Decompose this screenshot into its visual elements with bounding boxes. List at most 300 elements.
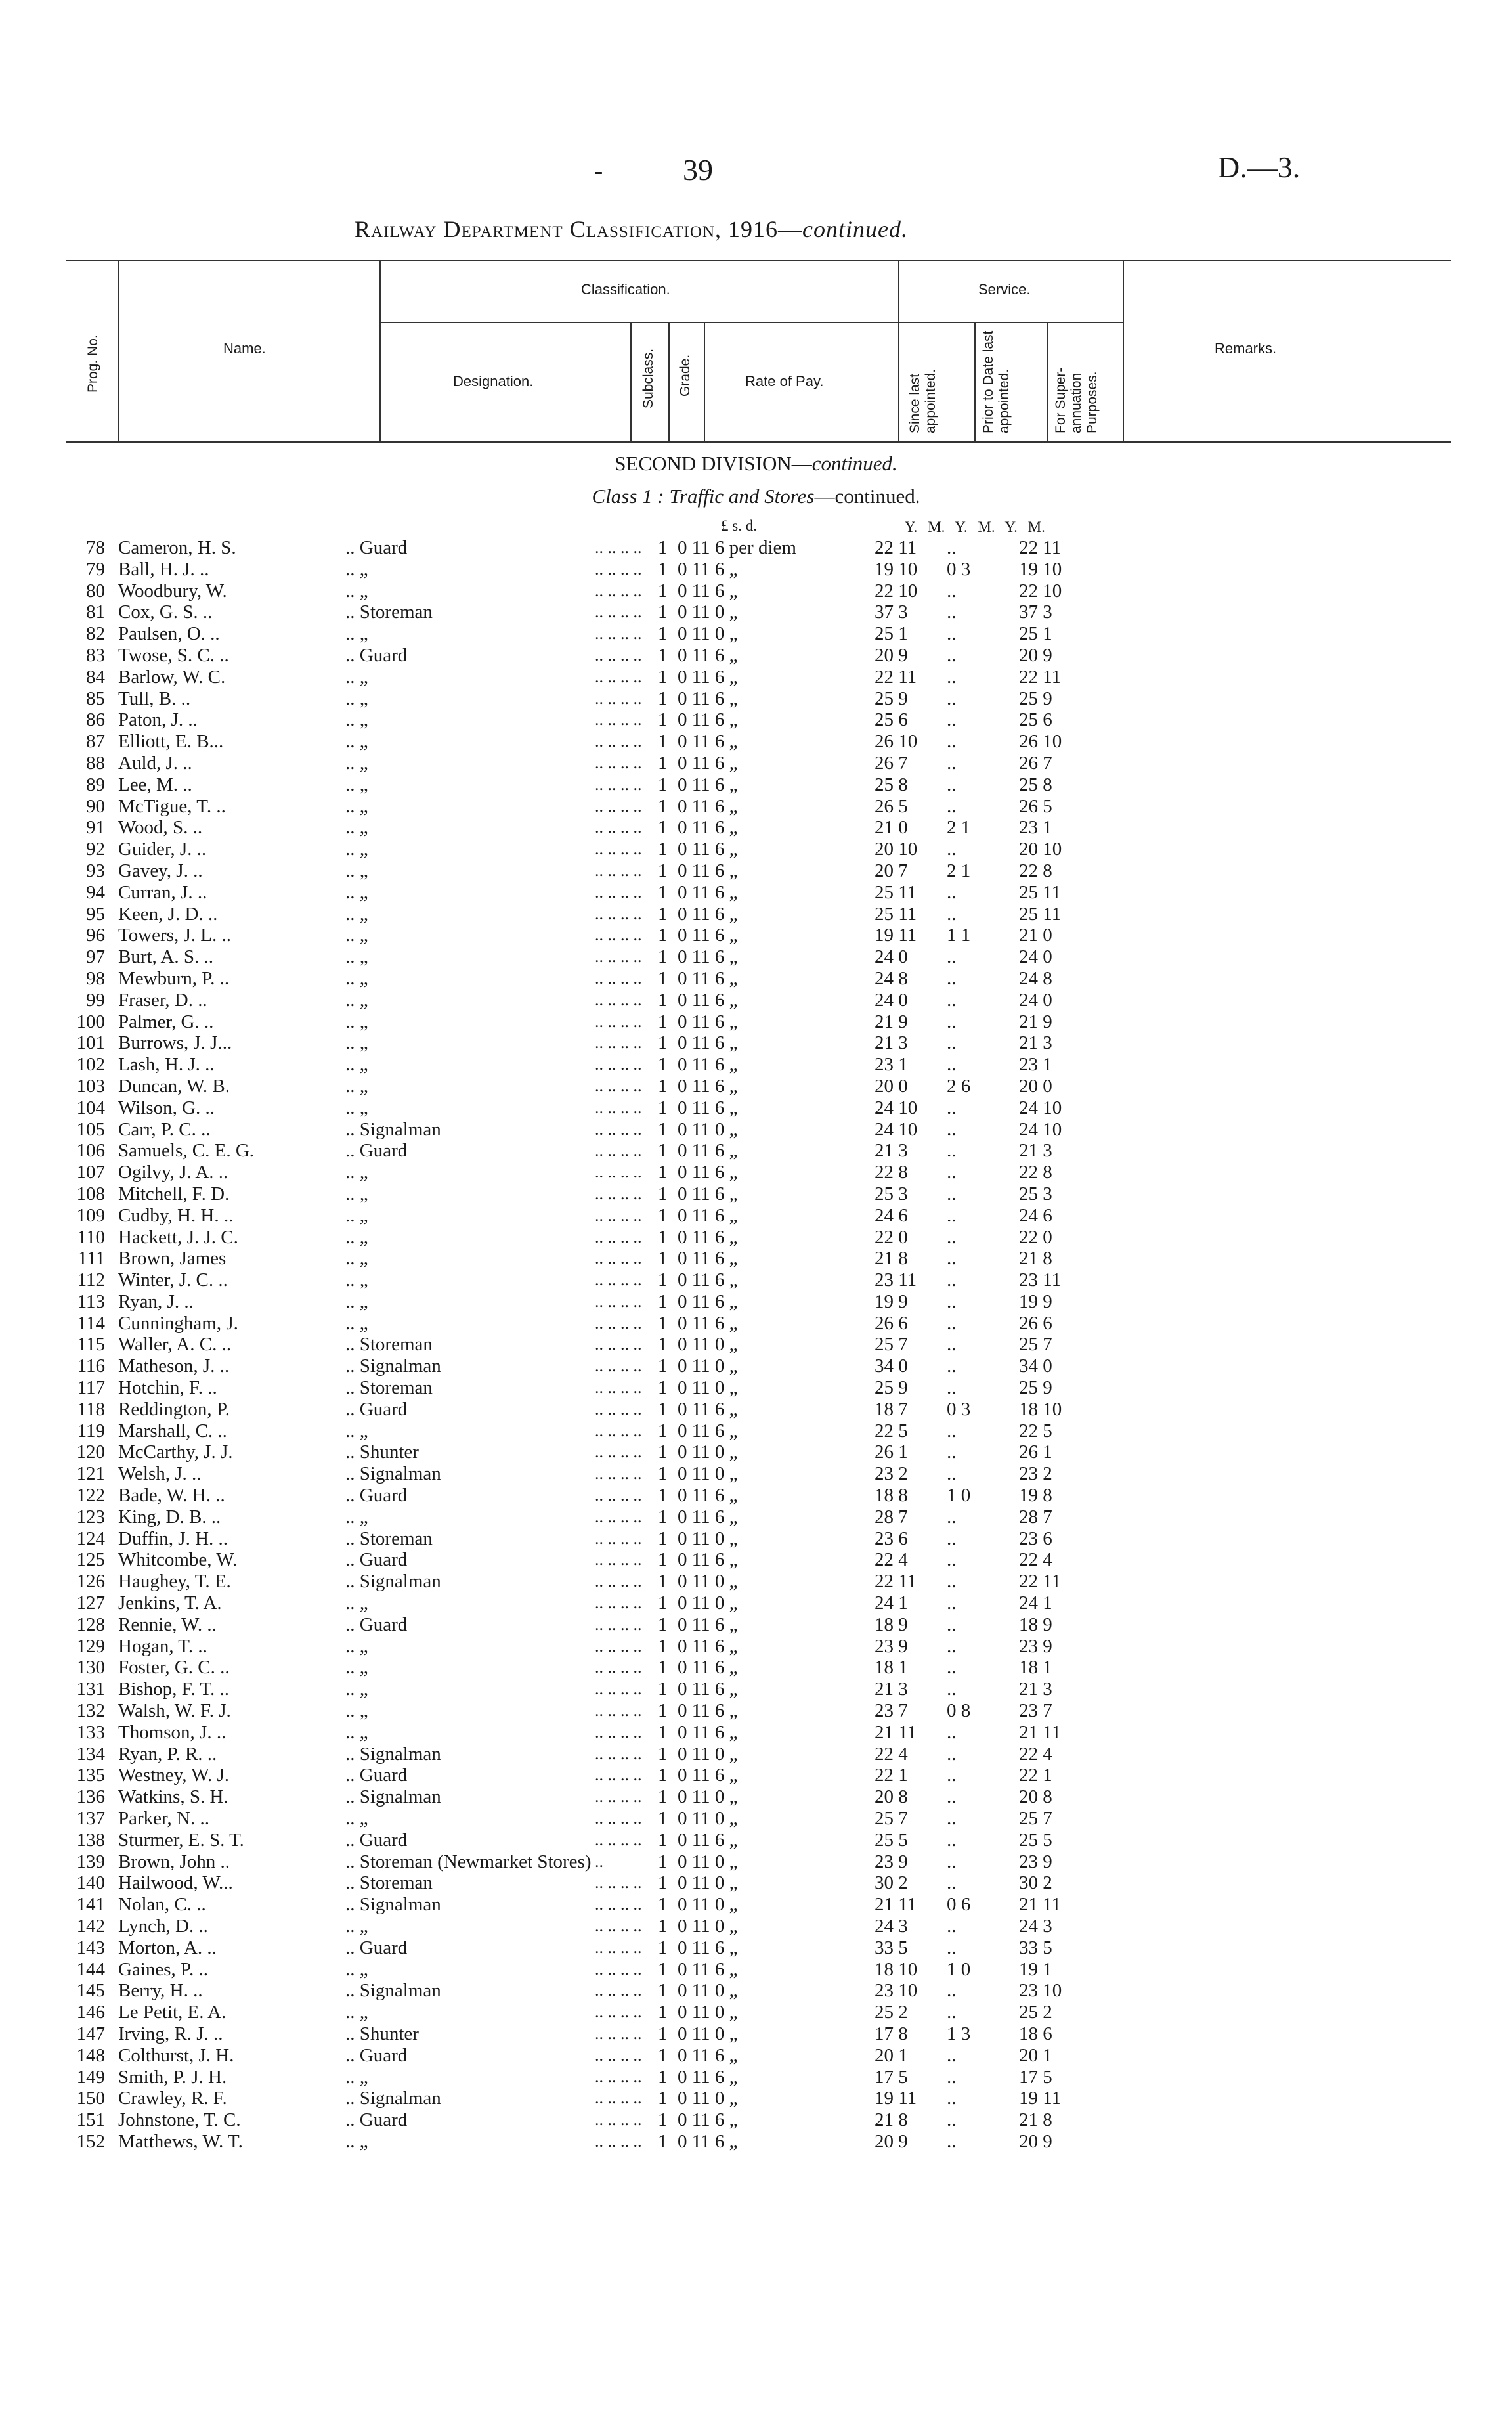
cell-sub: 1 <box>658 1204 668 1226</box>
cell-sub: 1 <box>658 1183 668 1204</box>
cell-desig: .. „ <box>345 860 368 881</box>
cell-prior: 2 1 <box>947 860 971 881</box>
cell-super: 23 9 <box>1019 1851 1052 1872</box>
cell-desig: .. „ <box>345 946 368 968</box>
cell-dots: .. .. .. .. <box>595 1227 642 1246</box>
cell-desig: .. „ <box>345 752 368 774</box>
cell-dots: .. .. .. .. <box>595 990 642 1009</box>
cell-prior: .. <box>947 1183 957 1204</box>
cell-prog: 140 <box>76 1872 105 1894</box>
cell-dots: .. .. .. .. <box>595 1507 642 1526</box>
cell-desig: .. Storeman <box>345 1872 433 1894</box>
table-row <box>66 860 1098 882</box>
cell-desig: .. „ <box>345 1657 368 1679</box>
cell-prog: 149 <box>76 2066 105 2088</box>
cell-prior: .. <box>947 1463 957 1485</box>
cell-name: Haughey, T. E. <box>118 1571 231 1593</box>
cell-rate: 0 11 6 „ <box>678 925 738 946</box>
cell-prog: 128 <box>76 1614 105 1635</box>
cell-super: 21 8 <box>1019 2109 1052 2131</box>
cell-dots: .. .. .. .. <box>595 2110 642 2130</box>
cell-sub: 1 <box>658 1226 668 1248</box>
cell-desig: .. „ <box>345 1097 368 1118</box>
section-title <box>0 452 1512 475</box>
cell-dots: .. .. .. .. <box>595 947 642 967</box>
col-divider-rate <box>898 260 899 441</box>
cell-sub: 1 <box>658 1657 668 1679</box>
cell-rate: 0 11 6 „ <box>678 1485 738 1507</box>
cell-since: 20 1 <box>875 2044 908 2066</box>
cell-name: Berry, H. .. <box>118 1980 203 2002</box>
cell-dots: .. .. .. .. <box>595 1593 642 1613</box>
cell-sub: 1 <box>658 1700 668 1722</box>
cell-prior: 1 1 <box>947 925 971 946</box>
cell-name: Le Petit, E. A. <box>118 2002 227 2023</box>
cell-desig: .. Guard <box>345 2044 408 2066</box>
cell-desig: .. „ <box>345 666 368 688</box>
table-row <box>66 1227 1098 1248</box>
cell-dots: .. .. .. .. <box>595 1636 642 1656</box>
cell-prior: .. <box>947 1657 957 1679</box>
table-row <box>66 968 1098 990</box>
cell-desig: .. Guard <box>345 1398 408 1420</box>
cell-prior: .. <box>947 1290 957 1312</box>
cell-since: 17 5 <box>875 2066 908 2088</box>
cell-desig: .. Signalman <box>345 1118 441 1140</box>
cell-desig: .. „ <box>345 1593 368 1614</box>
cell-name: Lynch, D. .. <box>118 1916 208 1937</box>
cell-super: 22 4 <box>1019 1549 1052 1571</box>
cell-sub: 1 <box>658 1334 668 1355</box>
cell-name: Duncan, W. B. <box>118 1075 230 1097</box>
col-divider-grade <box>704 322 705 441</box>
cell-dots: .. .. .. .. <box>595 1162 642 1182</box>
cell-rate: 0 11 6 „ <box>678 1635 738 1657</box>
cell-since: 23 9 <box>875 1851 908 1872</box>
table-row <box>66 1011 1098 1033</box>
cell-name: Burt, A. S. .. <box>118 946 214 968</box>
cell-sub: 1 <box>658 1420 668 1441</box>
table-row <box>66 904 1098 925</box>
cell-sub: 1 <box>658 1679 668 1700</box>
cell-rate: 0 11 6 „ <box>678 1420 738 1441</box>
cell-prog: 78 <box>86 537 105 558</box>
cell-prior: .. <box>947 1743 957 1765</box>
table-row <box>66 1032 1098 1054</box>
cell-dots: .. .. .. .. <box>595 602 642 622</box>
cell-name: Irving, R. J. .. <box>118 2023 223 2044</box>
cell-desig: .. Signalman <box>345 2088 441 2109</box>
cell-super: 25 11 <box>1019 903 1062 925</box>
cell-sub: 1 <box>658 881 668 903</box>
cell-dots: .. .. .. .. <box>595 1981 642 2000</box>
col-divider-service <box>1123 260 1124 441</box>
cell-prior: .. <box>947 903 957 925</box>
cell-sub: 1 <box>658 946 668 968</box>
cell-sub: 1 <box>658 537 668 558</box>
cell-super: 25 7 <box>1019 1808 1052 1830</box>
table-row <box>66 990 1098 1011</box>
cell-desig: .. „ <box>345 731 368 753</box>
cell-rate: 0 11 6 „ <box>678 817 738 839</box>
cell-dots: .. .. .. .. <box>595 925 642 945</box>
table-row <box>66 667 1098 688</box>
cell-dots: .. .. .. .. <box>595 1334 642 1354</box>
cell-super: 25 2 <box>1019 2002 1052 2023</box>
table-row <box>66 817 1098 839</box>
cell-sub: 1 <box>658 1894 668 1916</box>
cell-prior: .. <box>947 1980 957 2002</box>
cell-since: 25 9 <box>875 688 908 709</box>
cell-prog: 148 <box>76 2044 105 2066</box>
cell-dots: .. .. .. .. <box>595 732 642 751</box>
table-row <box>66 1894 1098 1916</box>
cell-super: 21 3 <box>1019 1140 1052 1162</box>
cell-prior: 0 3 <box>947 558 971 580</box>
cell-rate: 0 11 6 „ <box>678 1204 738 1226</box>
cell-prog: 139 <box>76 1851 105 1872</box>
cell-prior: .. <box>947 839 957 860</box>
cell-since: 18 1 <box>875 1657 908 1679</box>
cell-sub: 1 <box>658 795 668 817</box>
cell-sub: 1 <box>658 709 668 731</box>
cell-super: 24 0 <box>1019 989 1052 1011</box>
cell-since: 30 2 <box>875 1872 908 1894</box>
cell-sub: 1 <box>658 580 668 602</box>
cell-name: Paulsen, O. .. <box>118 623 220 645</box>
cell-desig: .. „ <box>345 1162 368 1183</box>
cell-dots: .. .. .. .. <box>595 774 642 794</box>
table-row <box>66 731 1098 753</box>
cell-desig: .. „ <box>345 817 368 839</box>
cell-super: 21 3 <box>1019 1679 1052 1700</box>
cell-dots: .. .. .. .. <box>595 1658 642 1677</box>
cell-since: 22 10 <box>875 580 918 602</box>
cell-prior: .. <box>947 1441 957 1463</box>
cell-since: 26 10 <box>875 731 918 753</box>
cell-name: Keen, J. D. .. <box>118 903 218 925</box>
cell-since: 26 1 <box>875 1441 908 1463</box>
cell-rate: 0 11 0 „ <box>678 1851 738 1872</box>
cell-rate: 0 11 6 „ <box>678 731 738 753</box>
table-row <box>66 688 1098 710</box>
header-since-last: Since last appointed. <box>907 368 938 433</box>
cell-prior: .. <box>947 1054 957 1076</box>
cell-name: Woodbury, W. <box>118 580 227 602</box>
cell-super: 30 2 <box>1019 1872 1052 1894</box>
cell-sub: 1 <box>658 1743 668 1765</box>
cell-prior: .. <box>947 537 957 558</box>
cell-super: 21 9 <box>1019 1011 1052 1032</box>
cell-name: Fraser, D. .. <box>118 989 207 1011</box>
cell-prior: .. <box>947 2130 957 2152</box>
header-name: Name. <box>223 340 266 357</box>
cell-name: Colthurst, J. H. <box>118 2044 234 2066</box>
cell-name: Cox, G. S. .. <box>118 602 213 623</box>
cell-name: Tull, B. .. <box>118 688 191 709</box>
cell-prior: .. <box>947 2088 957 2109</box>
currency-units: £ s. d. <box>721 517 757 534</box>
cell-prior: .. <box>947 1269 957 1291</box>
cell-name: Foster, G. C. .. <box>118 1657 230 1679</box>
cell-desig: .. „ <box>345 967 368 989</box>
cell-prog: 97 <box>86 946 105 968</box>
cell-dots: .. .. .. .. <box>595 559 642 579</box>
cell-super: 20 0 <box>1019 1075 1052 1097</box>
cell-sub: 1 <box>658 1097 668 1118</box>
table-row <box>66 2067 1098 2088</box>
cell-prog: 108 <box>76 1183 105 1204</box>
cell-super: 25 5 <box>1019 1829 1052 1851</box>
cell-rate: 0 11 6 „ <box>678 1183 738 1204</box>
cell-prog: 133 <box>76 1721 105 1743</box>
cell-since: 22 11 <box>875 666 917 688</box>
cell-dots: .. .. .. .. <box>595 538 642 557</box>
cell-since: 24 0 <box>875 989 908 1011</box>
cell-since: 22 11 <box>875 1571 917 1593</box>
cell-rate: 0 11 0 „ <box>678 1743 738 1765</box>
cell-desig: .. Guard <box>345 1485 408 1507</box>
cell-sub: 1 <box>658 774 668 795</box>
cell-prog: 145 <box>76 1980 105 2002</box>
cell-name: Auld, J. .. <box>118 752 192 774</box>
cell-prior: 1 3 <box>947 2023 971 2044</box>
cell-dots: .. .. .. .. <box>595 1744 642 1763</box>
cell-since: 20 9 <box>875 644 908 666</box>
cell-desig: .. „ <box>345 1054 368 1076</box>
cell-super: 21 8 <box>1019 1248 1052 1269</box>
cell-rate: 0 11 0 „ <box>678 602 738 623</box>
cell-sub: 1 <box>658 1635 668 1657</box>
cell-sub: 1 <box>658 558 668 580</box>
cell-sub: 1 <box>658 925 668 946</box>
cell-rate: 0 11 6 „ <box>678 558 738 580</box>
cell-super: 24 10 <box>1019 1097 1062 1118</box>
cell-name: Ryan, P. R. .. <box>118 1743 217 1765</box>
cell-rate: 0 11 6 „ <box>678 644 738 666</box>
cell-since: 33 5 <box>875 1937 908 1958</box>
cell-dots: .. .. .. .. <box>595 2023 642 2043</box>
cell-name: Samuels, C. E. G. <box>118 1140 255 1162</box>
cell-name: Twose, S. C. .. <box>118 644 229 666</box>
cell-desig: .. Shunter <box>345 2023 419 2044</box>
cell-since: 19 11 <box>875 2088 917 2109</box>
cell-sub: 1 <box>658 1441 668 1463</box>
cell-name: Lash, H. J. .. <box>118 1054 215 1076</box>
cell-desig: .. „ <box>345 1075 368 1097</box>
cell-dots: .. .. .. .. <box>595 1399 642 1419</box>
cell-name: Elliott, E. B... <box>118 731 224 753</box>
cell-dots: .. .. .. .. <box>595 1119 642 1139</box>
cell-super: 20 9 <box>1019 2130 1052 2152</box>
cell-rate: 0 11 6 „ <box>678 1248 738 1269</box>
cell-name: Lee, M. .. <box>118 774 192 795</box>
cell-super: 18 1 <box>1019 1657 1052 1679</box>
cell-desig: .. Storeman <box>345 1377 433 1399</box>
col-divider-name <box>379 260 381 441</box>
cell-name: Hailwood, W... <box>118 1872 233 1894</box>
cell-sub: 1 <box>658 1485 668 1507</box>
cell-desig: .. Guard <box>345 1614 408 1635</box>
cell-desig: .. Guard <box>345 537 408 558</box>
cell-name: Paton, J. .. <box>118 709 198 731</box>
cell-prog: 99 <box>86 989 105 1011</box>
cell-dots: .. .. .. .. <box>595 1420 642 1440</box>
cell-prior: .. <box>947 1765 957 1786</box>
table-row <box>66 2045 1098 2067</box>
cell-since: 24 3 <box>875 1916 908 1937</box>
cell-since: 24 10 <box>875 1097 918 1118</box>
cell-super: 23 7 <box>1019 1700 1052 1722</box>
cell-prog: 84 <box>86 666 105 688</box>
cell-sub: 1 <box>658 2088 668 2109</box>
col-divider-prior <box>1047 322 1048 441</box>
cell-sub: 1 <box>658 1355 668 1377</box>
cell-rate: 0 11 6 „ <box>678 1075 738 1097</box>
cell-super: 24 10 <box>1019 1118 1062 1140</box>
cell-prior: .. <box>947 989 957 1011</box>
cell-since: 37 3 <box>875 602 908 623</box>
cell-sub: 1 <box>658 2002 668 2023</box>
cell-dots: .. .. .. .. <box>595 1722 642 1742</box>
cell-sub: 1 <box>658 1075 668 1097</box>
cell-super: 25 6 <box>1019 709 1052 731</box>
cell-name: Morton, A. .. <box>118 1937 217 1958</box>
cell-rate: 0 11 6 „ <box>678 1506 738 1528</box>
cell-super: 25 9 <box>1019 1377 1052 1399</box>
cell-sub: 1 <box>658 1506 668 1528</box>
cell-prior: .. <box>947 1528 957 1549</box>
cell-desig: .. „ <box>345 1721 368 1743</box>
cell-desig: .. Signalman <box>345 1894 441 1916</box>
table-row <box>66 1614 1098 1636</box>
cell-name: Reddington, P. <box>118 1398 230 1420</box>
table-row <box>66 1851 1098 1873</box>
header-top-rule <box>66 260 1451 261</box>
cell-dots: .. .. .. .. <box>595 1055 642 1074</box>
cell-prog: 89 <box>86 774 105 795</box>
cell-super: 19 11 <box>1019 2088 1062 2109</box>
cell-dots: .. .. .. .. <box>595 904 642 923</box>
cell-rate: 0 11 6 „ <box>678 1269 738 1291</box>
cell-dots: .. .. .. .. <box>595 1572 642 1591</box>
cell-dots: .. .. .. .. <box>595 581 642 600</box>
cell-prior: .. <box>947 1506 957 1528</box>
cell-super: 25 11 <box>1019 881 1062 903</box>
cell-since: 34 0 <box>875 1355 908 1377</box>
table-row <box>66 1722 1098 1744</box>
cell-sub: 1 <box>658 1162 668 1183</box>
cell-rate: 0 11 0 „ <box>678 1894 738 1916</box>
table-row <box>66 1700 1098 1722</box>
cell-name: Wood, S. .. <box>118 817 203 839</box>
cell-rate: 0 11 0 „ <box>678 1786 738 1808</box>
cell-dots: .. .. .. .. <box>595 1464 642 1484</box>
cell-prior: 2 6 <box>947 1075 971 1097</box>
cell-prior: .. <box>947 752 957 774</box>
cell-prior: .. <box>947 1679 957 1700</box>
cell-prior: 1 0 <box>947 1958 971 1980</box>
cell-sub: 1 <box>658 1269 668 1291</box>
cell-prog: 87 <box>86 731 105 753</box>
cell-since: 26 5 <box>875 795 908 817</box>
cell-sub: 1 <box>658 2109 668 2131</box>
cell-prior: .. <box>947 602 957 623</box>
cell-since: 23 11 <box>875 1269 917 1291</box>
cell-name: Hogan, T. .. <box>118 1635 207 1657</box>
cell-desig: .. „ <box>345 1204 368 1226</box>
table-row <box>66 1441 1098 1463</box>
cell-since: 25 11 <box>875 881 917 903</box>
cell-super: 20 10 <box>1019 839 1062 860</box>
cell-sub: 1 <box>658 817 668 839</box>
cell-super: 22 11 <box>1019 537 1062 558</box>
cell-super: 26 5 <box>1019 795 1052 817</box>
cell-prior: .. <box>947 1872 957 1894</box>
cell-super: 21 3 <box>1019 1032 1052 1054</box>
cell-dots: .. .. .. .. <box>595 1270 642 1290</box>
cell-since: 21 11 <box>875 1894 917 1916</box>
cell-dots: .. .. .. .. <box>595 1378 642 1397</box>
cell-desig: .. „ <box>345 1916 368 1937</box>
cell-rate: 0 11 6 „ <box>678 1829 738 1851</box>
cell-desig: .. Guard <box>345 2109 408 2131</box>
cell-super: 24 6 <box>1019 1204 1052 1226</box>
cell-since: 25 6 <box>875 709 908 731</box>
cell-dots: .. <box>595 1851 603 1871</box>
cell-prior: 0 8 <box>947 1700 971 1722</box>
section-title-continued: continued. <box>811 452 897 475</box>
cell-dots: .. .. .. .. <box>595 818 642 837</box>
cell-since: 23 6 <box>875 1528 908 1549</box>
cell-prog: 120 <box>76 1441 105 1463</box>
cell-rate: 0 11 0 „ <box>678 1872 738 1894</box>
cell-dots: .. .. .. .. <box>595 667 642 686</box>
table-row <box>66 796 1098 818</box>
cell-name: Cameron, H. S. <box>118 537 236 558</box>
table-row <box>66 2088 1098 2109</box>
cell-dots: .. .. .. .. <box>595 1679 642 1699</box>
cell-rate: 0 11 0 „ <box>678 1571 738 1593</box>
cell-rate: 0 11 6 „ <box>678 1657 738 1679</box>
cell-super: 19 1 <box>1019 1958 1052 1980</box>
cell-desig: .. Guard <box>345 1765 408 1786</box>
cell-prog: 98 <box>86 967 105 989</box>
table-row <box>66 1097 1098 1119</box>
cell-dots: .. .. .. .. <box>595 1873 642 1893</box>
cell-since: 21 9 <box>875 1011 908 1032</box>
cell-super: 22 8 <box>1019 1162 1052 1183</box>
cell-prior: .. <box>947 1851 957 1872</box>
cell-prior: .. <box>947 1635 957 1657</box>
cell-desig: .. Signalman <box>345 1571 441 1593</box>
cell-desig: .. „ <box>345 2130 368 2152</box>
cell-dots: .. .. .. .. <box>595 624 642 644</box>
cell-sub: 1 <box>658 1377 668 1399</box>
cell-sub: 1 <box>658 1312 668 1334</box>
cell-since: 21 0 <box>875 817 908 839</box>
table-row <box>66 1786 1098 1808</box>
cell-rate: 0 11 6 „ <box>678 1700 738 1722</box>
table-row <box>66 1399 1098 1420</box>
cell-prog: 92 <box>86 839 105 860</box>
cell-super: 18 10 <box>1019 1398 1062 1420</box>
cell-super: 26 1 <box>1019 1441 1052 1463</box>
header-mid-rule <box>381 322 1123 323</box>
cell-desig: .. „ <box>345 1183 368 1204</box>
cell-sub: 1 <box>658 666 668 688</box>
cell-name: Welsh, J. .. <box>118 1463 202 1485</box>
